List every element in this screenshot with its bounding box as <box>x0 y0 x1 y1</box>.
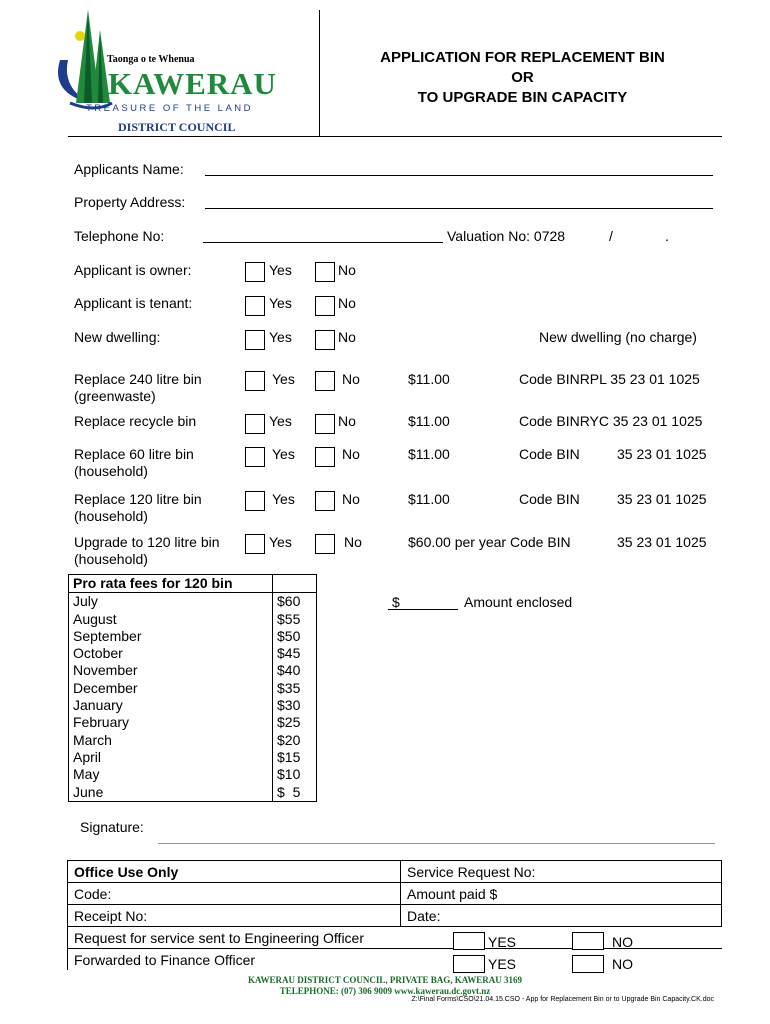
office-date: Date: <box>401 905 722 927</box>
replace-60-label <box>74 446 194 480</box>
new-dwelling-label: New dwelling: <box>74 329 161 345</box>
upgrade-120-label-line1: Upgrade to 120 litre bin <box>74 534 220 550</box>
replace-240-no-label: No <box>342 371 360 387</box>
prorata-row <box>69 697 317 714</box>
replace-240-code: Code BINRPL 35 23 01 1025 <box>519 371 700 387</box>
prorata-fee: $35 <box>273 680 317 697</box>
upgrade-120-yes-label: Yes <box>269 534 292 550</box>
owner-no-checkbox[interactable] <box>315 262 335 282</box>
eng-no-label: NO <box>612 934 633 950</box>
valuation-slash: / <box>609 228 613 244</box>
prorata-fee: $60 <box>273 593 317 611</box>
amount-dollar: $ <box>392 594 400 610</box>
eng-yes-checkbox[interactable] <box>453 932 485 950</box>
header-bottom-divider <box>68 136 722 137</box>
prorata-fee: $55 <box>273 611 317 628</box>
fin-no-label: NO <box>612 956 633 972</box>
new-dwelling-no-label: No <box>338 329 356 345</box>
upgrade-120-label <box>74 534 220 568</box>
prorata-row <box>69 593 317 611</box>
footer-contact: TELEPHONE: (07) 306 9009 www.kawerau.dc.govt.nz <box>279 986 491 996</box>
prorata-row <box>69 749 317 766</box>
valuation-dot: . <box>665 228 669 244</box>
upgrade-120-no-checkbox[interactable] <box>315 534 335 554</box>
logo-tagline-top: Taonga o te Whenua <box>107 54 195 65</box>
footer-address: KAWERAU DISTRICT COUNCIL, PRIVATE BAG, KAWERAU 3169 <box>247 975 523 985</box>
prorata-month: April <box>69 749 273 766</box>
prorata-row <box>69 732 317 749</box>
prorata-fee: $40 <box>273 662 317 679</box>
prorata-month: June <box>69 784 273 802</box>
prorata-month: January <box>69 697 273 714</box>
prorata-row <box>69 680 317 697</box>
fin-yes-label: YES <box>488 956 517 972</box>
replace-60-no-label: No <box>342 446 360 462</box>
header-vertical-divider <box>319 10 320 136</box>
title-line-2: OR <box>511 69 534 86</box>
upgrade-120-account: 35 23 01 1025 <box>617 534 707 550</box>
replace-240-label <box>74 371 202 405</box>
replace-recycle-price: $11.00 <box>408 413 450 429</box>
title-line-1: APPLICATION FOR REPLACEMENT BIN <box>380 49 665 66</box>
prorata-row <box>69 784 317 802</box>
eng-yes-label: YES <box>488 934 517 950</box>
footer-file-path: Z:\Final Forms\CSO\21.04.15.CSO - App for Replacement Bin or to Upgrade Bin Capacity.CK.doc <box>411 996 714 1003</box>
tenant-yes-checkbox[interactable] <box>245 296 265 316</box>
replace-120-code: Code BIN <box>519 491 580 507</box>
prorata-row <box>69 766 317 783</box>
valuation-label: Valuation No: 0728 <box>447 228 566 244</box>
new-dwelling-note: New dwelling (no charge) <box>539 329 697 345</box>
prorata-table <box>68 574 317 802</box>
prorata-fee: $20 <box>273 732 317 749</box>
form-title <box>325 48 720 108</box>
replace-120-label-line1: Replace 120 litre bin <box>74 491 202 507</box>
replace-recycle-no-label: No <box>338 413 356 429</box>
applicant-name-field[interactable] <box>205 175 713 176</box>
logo-council: DISTRICT COUNCIL <box>118 120 236 134</box>
replace-240-yes-checkbox[interactable] <box>245 371 265 391</box>
upgrade-120-no-label: No <box>344 534 362 550</box>
tenant-no-checkbox[interactable] <box>315 296 335 316</box>
replace-60-yes-checkbox[interactable] <box>245 447 265 467</box>
prorata-fee: $25 <box>273 714 317 731</box>
replace-60-yes-label: Yes <box>272 446 295 462</box>
new-dwelling-yes-checkbox[interactable] <box>245 330 265 350</box>
replace-recycle-code: Code BINRYC 35 23 01 1025 <box>519 413 703 429</box>
replace-240-yes-label: Yes <box>272 371 295 387</box>
prorata-month: December <box>69 680 273 697</box>
prorata-month: March <box>69 732 273 749</box>
replace-120-yes-checkbox[interactable] <box>245 491 265 511</box>
replace-60-label-line2: (household) <box>74 463 148 479</box>
prorata-fee: $ 5 <box>273 784 317 802</box>
prorata-month: October <box>69 645 273 662</box>
tenant-no-label: No <box>338 295 356 311</box>
new-dwelling-no-checkbox[interactable] <box>315 330 335 350</box>
replace-120-no-label: No <box>342 491 360 507</box>
office-fin-label: Forwarded to Finance Officer <box>74 951 256 968</box>
amount-label: Amount enclosed <box>464 594 573 610</box>
upgrade-120-yes-checkbox[interactable] <box>245 534 265 554</box>
prorata-row <box>69 611 317 628</box>
fin-yes-checkbox[interactable] <box>453 955 485 973</box>
owner-yes-checkbox[interactable] <box>245 262 265 282</box>
replace-60-code: Code BIN <box>519 446 580 462</box>
title-line-3: TO UPGRADE BIN CAPACITY <box>417 89 628 106</box>
replace-240-label-line1: Replace 240 litre bin <box>74 371 202 387</box>
prorata-row <box>69 628 317 645</box>
tenant-label: Applicant is tenant: <box>74 295 193 311</box>
prorata-row <box>69 714 317 731</box>
signature-label: Signature: <box>80 819 144 835</box>
replace-recycle-no-checkbox[interactable] <box>315 414 335 434</box>
eng-no-checkbox[interactable] <box>572 932 604 950</box>
owner-label: Applicant is owner: <box>74 262 192 278</box>
property-address-field[interactable] <box>205 208 713 209</box>
prorata-month: November <box>69 662 273 679</box>
prorata-month: August <box>69 611 273 628</box>
replace-120-label <box>74 491 202 525</box>
replace-240-label-line2: (greenwaste) <box>74 388 156 404</box>
replace-recycle-yes-label: Yes <box>269 413 292 429</box>
replace-60-no-checkbox[interactable] <box>315 447 335 467</box>
prorata-month: September <box>69 628 273 645</box>
owner-yes-label: Yes <box>269 262 292 278</box>
replace-60-price: $11.00 <box>408 446 450 462</box>
replace-240-price: $11.00 <box>408 371 450 387</box>
office-use-table <box>67 860 722 970</box>
owner-no-label: No <box>338 262 356 278</box>
prorata-fee: $15 <box>273 749 317 766</box>
prorata-month: February <box>69 714 273 731</box>
replace-recycle-yes-checkbox[interactable] <box>245 414 265 434</box>
office-service-request: Service Request No: <box>401 861 722 883</box>
tenant-yes-label: Yes <box>269 295 292 311</box>
upgrade-120-label-line2: (household) <box>74 551 148 567</box>
prorata-month: July <box>69 593 273 611</box>
logo-name: KAWERAU <box>108 66 277 101</box>
replace-120-yes-label: Yes <box>272 491 295 507</box>
prorata-row <box>69 645 317 662</box>
replace-60-account: 35 23 01 1025 <box>617 446 707 462</box>
signature-field[interactable] <box>158 843 715 844</box>
replace-recycle-label: Replace recycle bin <box>74 413 197 429</box>
property-address-label: Property Address: <box>74 194 186 210</box>
council-logo <box>50 8 290 136</box>
prorata-row <box>69 662 317 679</box>
prorata-fee: $45 <box>273 645 317 662</box>
prorata-header: Pro rata fees for 120 bin <box>69 575 273 593</box>
amount-field[interactable] <box>388 609 458 610</box>
replace-120-account: 35 23 01 1025 <box>617 491 707 507</box>
fin-no-checkbox[interactable] <box>572 955 604 973</box>
applicant-name-label: Applicants Name: <box>74 161 184 177</box>
replace-120-price: $11.00 <box>408 491 450 507</box>
replace-120-label-line2: (household) <box>74 508 148 524</box>
prorata-fee: $50 <box>273 628 317 645</box>
replace-120-no-checkbox[interactable] <box>315 491 335 511</box>
telephone-label: Telephone No: <box>74 228 165 244</box>
new-dwelling-yes-label: Yes <box>269 329 292 345</box>
prorata-month: May <box>69 766 273 783</box>
office-receipt: Receipt No: <box>68 905 401 927</box>
prorata-fee: $10 <box>273 766 317 783</box>
office-eng-label: Request for service sent to Engineering Officer <box>74 929 365 946</box>
office-amount-paid: Amount paid $ <box>401 883 722 905</box>
telephone-field[interactable] <box>203 242 443 243</box>
upgrade-120-price: $60.00 per year Code BIN <box>408 534 571 550</box>
replace-240-no-checkbox[interactable] <box>315 371 335 391</box>
logo-tagline-bottom: TREASURE OF THE LAND <box>86 103 254 114</box>
prorata-fee: $30 <box>273 697 317 714</box>
replace-60-label-line1: Replace 60 litre bin <box>74 446 194 462</box>
office-title: Office Use Only <box>68 861 401 883</box>
office-code: Code: <box>68 883 401 905</box>
